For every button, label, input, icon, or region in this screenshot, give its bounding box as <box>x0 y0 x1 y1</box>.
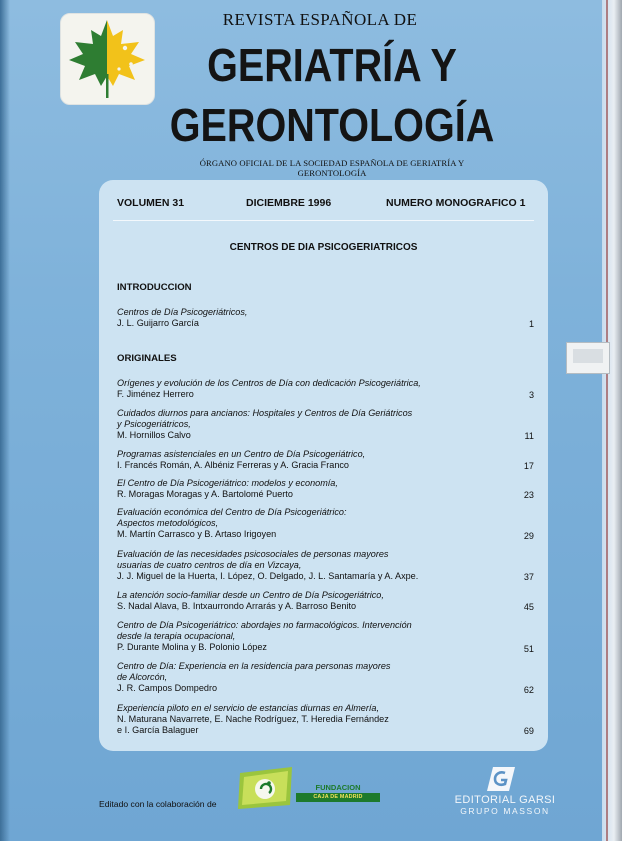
toc-entry[interactable] <box>117 590 502 612</box>
toc-entry[interactable] <box>117 507 502 540</box>
article-title: Centros de Día Psicogeriátricos, <box>117 307 248 317</box>
fundacion-caja-madrid-icon <box>234 765 296 811</box>
page-number: 17 <box>523 461 534 471</box>
issue-date: DICIEMBRE 1996 <box>246 197 332 209</box>
page-number: 29 <box>523 531 534 541</box>
article-title: Experiencia piloto en el servicio de estancias diurnas en Almería, <box>117 703 380 713</box>
article-title: Centro de Día: Experiencia en la residencia para personas mayores de Alcorcón, <box>117 661 391 682</box>
toc-entry[interactable] <box>117 307 502 329</box>
page-number: 62 <box>523 685 534 695</box>
article-title: Centro de Día Psicogeriátrico: abordajes no farmacológicos. Intervención desde la terapia ocupacional, <box>117 620 412 641</box>
article-authors: R. Moragas Moragas y A. Bartolomé Puerto <box>117 489 293 499</box>
publisher-name: EDITORIAL GARSI <box>454 794 556 806</box>
masthead-overline: REVISTA ESPAÑOLA DE <box>222 10 418 29</box>
page-number: 45 <box>523 602 534 612</box>
article-authors: F. Jiménez Herrero <box>117 389 194 399</box>
binder-spine <box>602 0 622 841</box>
toc-entry[interactable] <box>117 549 502 582</box>
binder-tab <box>566 342 610 374</box>
toc-entry[interactable] <box>117 449 502 471</box>
toc-entry[interactable] <box>117 378 502 400</box>
toc-entry[interactable] <box>117 620 502 653</box>
article-title: Evaluación de las necesidades psicosociales de personas mayores usuarias de cuatro centros de día en Vizcaya, <box>117 549 389 570</box>
article-title: Programas asistenciales en un Centro de Día Psicogeriátrico, <box>117 449 366 459</box>
journal-logo <box>60 13 155 105</box>
publisher-block <box>450 795 560 817</box>
binder-edge <box>606 0 608 841</box>
foundation-line1: FUNDACION <box>315 783 361 792</box>
page-number: 37 <box>523 572 534 582</box>
foundation-name <box>296 783 380 802</box>
toc-entry[interactable] <box>117 703 502 736</box>
article-authors: M. Hornillos Calvo <box>117 430 191 440</box>
publisher-group: GRUPO MASSON <box>460 806 550 816</box>
contents-panel <box>99 180 548 751</box>
toc-entry[interactable] <box>117 661 502 694</box>
page-number: 69 <box>523 726 534 736</box>
editorial-garsi-icon <box>486 765 516 793</box>
article-authors: I. Francés Román, A. Albéniz Ferreras y A. Gracia Franco <box>117 460 349 470</box>
page-number: 51 <box>523 644 534 654</box>
section-heading-originales: ORIGINALES <box>117 353 177 364</box>
foundation-line2: CAJA DE MADRID <box>296 793 380 802</box>
article-title: Cuidados diurnos para ancianos: Hospitales y Centros de Día Geriátricos y Psicogeriátricos, <box>117 408 413 429</box>
issue-topic: CENTROS DE DIA PSICOGERIATRICOS <box>229 242 418 253</box>
article-title: La atención socio-familiar desde un Centro de Día Psicogeriátrico, <box>117 590 384 600</box>
page-number: 3 <box>528 390 534 400</box>
divider <box>113 220 534 221</box>
masthead-title-line2: GERONTOLOGÍA <box>169 99 495 151</box>
issue-volume: VOLUMEN 31 <box>117 197 185 209</box>
issue-type: NUMERO MONOGRAFICO 1 <box>386 197 526 209</box>
credit-text: Editado con la colaboración de <box>99 799 217 809</box>
article-title: El Centro de Día Psicogeriátrico: modelos y economía, <box>117 478 338 488</box>
article-authors: J. L. Guijarro García <box>117 318 199 328</box>
article-title: Orígenes y evolución de los Centros de Día con dedicación Psicogeriátrica, <box>117 378 421 388</box>
article-authors: J. J. Miguel de la Huerta, I. López, O. Delgado, J. L. Santamaría y A. Axpe. <box>117 571 419 581</box>
page-number: 23 <box>523 490 534 500</box>
article-authors: J. R. Campos Dompedro <box>117 683 218 693</box>
toc-entry[interactable] <box>117 408 502 441</box>
page-number: 1 <box>528 319 534 329</box>
toc-entry[interactable] <box>117 478 502 500</box>
article-authors: S. Nadal Alava, B. Intxaurrondo Arrarás y A. Barroso Benito <box>117 601 357 611</box>
section-heading-introduccion: INTRODUCCION <box>117 282 192 293</box>
article-authors: P. Durante Molina y B. Polonio López <box>117 642 267 652</box>
masthead-subtitle: ÓRGANO OFICIAL DE LA SOCIEDAD ESPAÑOLA DE GERIATRÍA Y GERONTOLOGÍA <box>199 158 465 178</box>
page-number: 11 <box>524 431 534 441</box>
maple-leaf-icon <box>61 14 154 104</box>
masthead-title-line1: GERIATRÍA Y <box>207 39 457 91</box>
article-authors: N. Maturana Navarrete, E. Nache Rodríguez, T. Heredia Fernández e I. García Balaguer <box>117 714 389 735</box>
article-authors: M. Martín Carrasco y B. Artaso Irigoyen <box>117 529 277 539</box>
binding-shadow <box>0 0 10 841</box>
article-title: Evaluación económica del Centro de Día Psicogeriátrico: Aspectos metodológicos, <box>117 507 347 528</box>
